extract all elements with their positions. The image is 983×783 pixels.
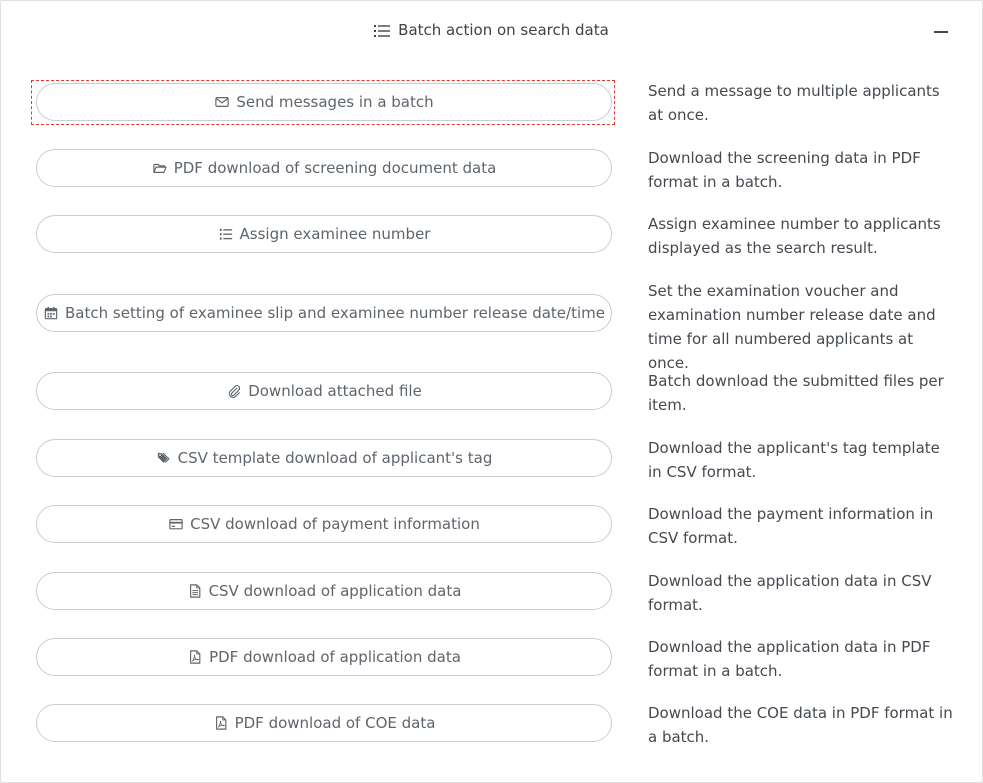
pdf-application-download-button[interactable]: [36, 638, 612, 676]
folder-open-icon: [152, 160, 168, 176]
paperclip-icon: [226, 383, 242, 399]
action-description: Batch download the submitted files per item.: [648, 372, 944, 414]
assign-examinee-number-button[interactable]: [36, 215, 612, 253]
button-label: PDF download of application data: [209, 648, 461, 666]
panel-title: [1, 21, 982, 42]
list-icon: [374, 24, 390, 42]
file-pdf-icon: [213, 715, 229, 731]
button-label: Send messages in a batch: [236, 93, 434, 111]
button-label: CSV template download of applicant's tag: [177, 449, 493, 467]
pdf-screening-download-button[interactable]: [36, 149, 612, 187]
button-label: Assign examinee number: [239, 225, 431, 243]
send-messages-button[interactable]: [36, 83, 612, 121]
panel-header: [1, 1, 982, 63]
button-label: CSV download of application data: [208, 582, 462, 600]
calendar-icon: [43, 305, 59, 321]
action-description: Send a message to multiple applicants at once.: [648, 82, 940, 124]
csv-application-download-button[interactable]: [36, 572, 612, 610]
file-text-icon: [187, 583, 203, 599]
action-description: Download the COE data in PDF format in a batch.: [648, 704, 953, 746]
action-description: Download the application data in CSV format.: [648, 572, 932, 614]
action-description: Download the payment information in CSV format.: [648, 505, 934, 547]
button-label: CSV download of payment information: [190, 515, 480, 533]
button-label: Batch setting of examinee slip and examinee number release date/time: [65, 304, 605, 322]
button-label: PDF download of COE data: [234, 714, 436, 732]
button-label: Download attached file: [248, 382, 422, 400]
csv-tag-template-download-button[interactable]: [36, 439, 612, 477]
collapse-button[interactable]: [932, 23, 950, 41]
numbered-list-icon: [218, 226, 234, 242]
action-description: Download the screening data in PDF format in a batch.: [648, 149, 921, 191]
credit-card-icon: [168, 516, 184, 532]
csv-payment-download-button[interactable]: [36, 505, 612, 543]
action-description: Assign examinee number to applicants displayed as the search result.: [648, 215, 941, 257]
action-description: Download the applicant's tag template in CSV format.: [648, 439, 940, 481]
batch-release-date-setting-button[interactable]: [36, 294, 612, 332]
envelope-icon: [214, 94, 230, 110]
panel-title-text: Batch action on search data: [398, 21, 609, 39]
tags-icon: [156, 450, 172, 466]
action-description: Download the application data in PDF format in a batch.: [648, 638, 931, 680]
pdf-coe-download-button[interactable]: [36, 704, 612, 742]
minus-icon: [934, 31, 948, 33]
file-pdf-icon: [187, 649, 203, 665]
download-attached-file-button[interactable]: [36, 372, 612, 410]
action-description: Set the examination voucher and examination number release date and time for all numbered applicants at once.: [648, 282, 936, 372]
button-label: PDF download of screening document data: [173, 159, 497, 177]
